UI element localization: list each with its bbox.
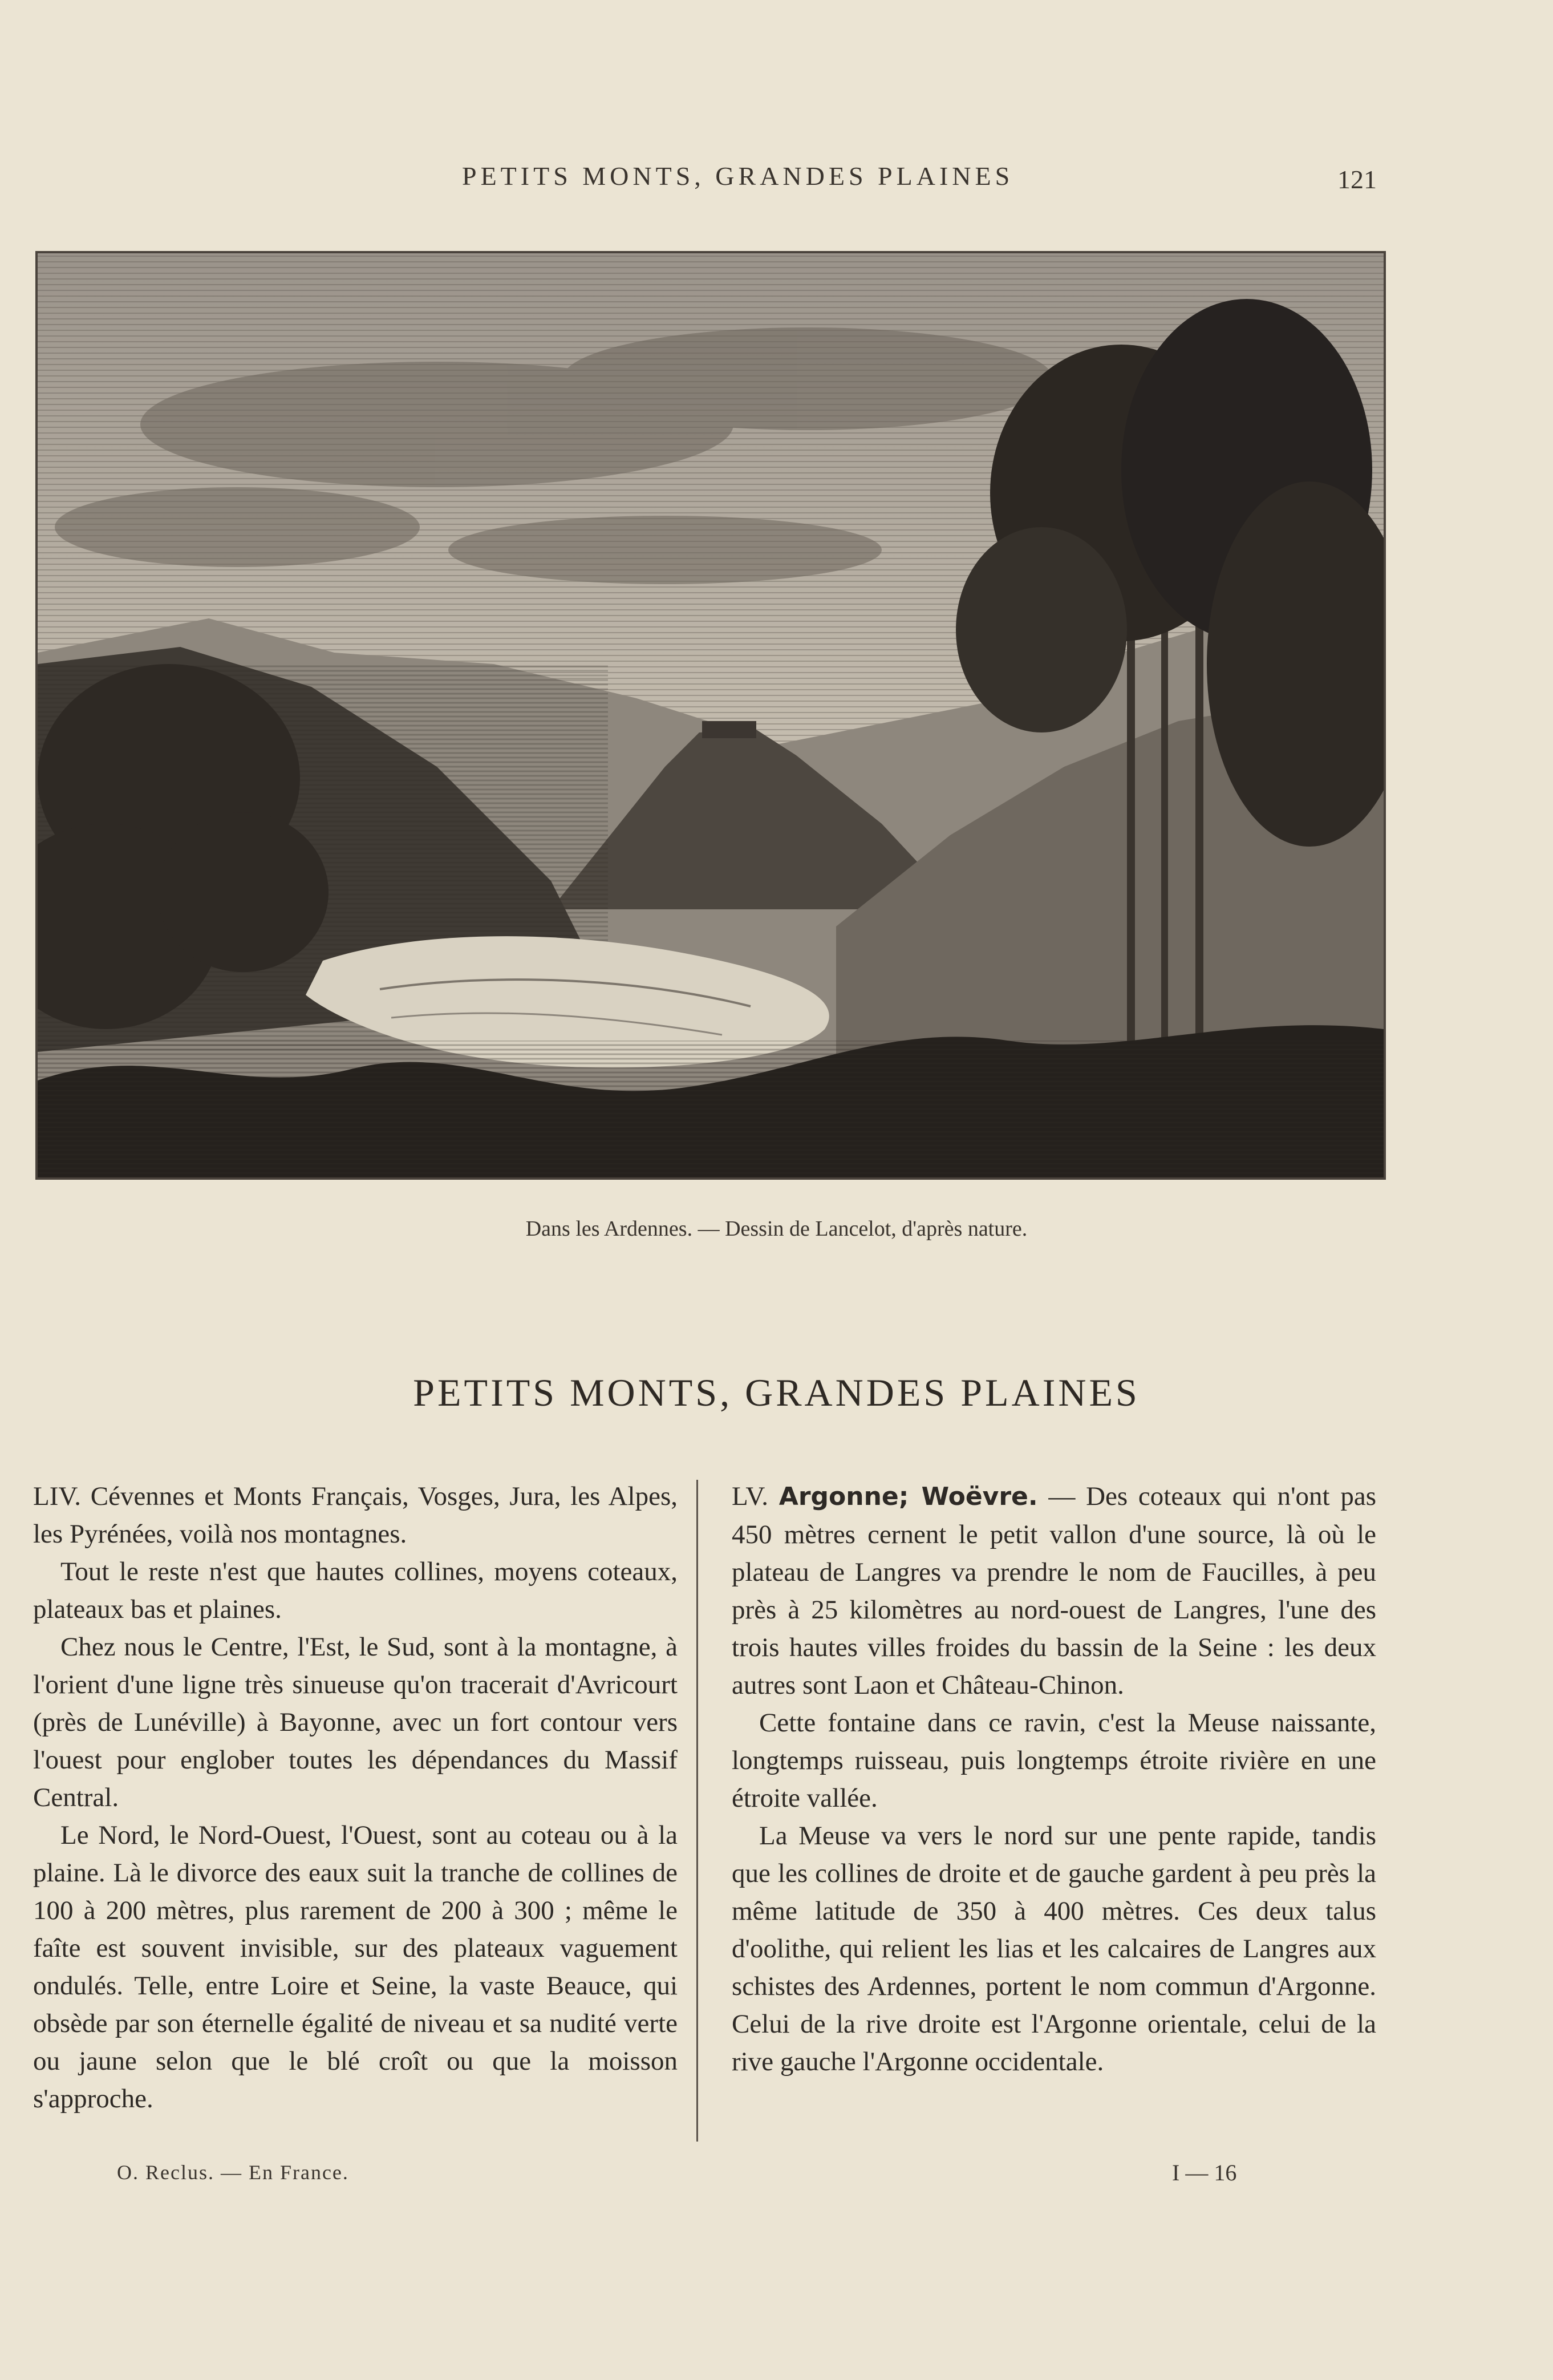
paragraph: Chez nous le Centre, l'Est, le Sud, sont à la montagne, à l'orient d'une ligne très sinueuse qu'on tracerait d'Avricourt (près de Lunéville) à Bayonne, avec un fort contour vers l'ouest pour englober toutes les dépendances du Massif Central. bbox=[33, 1632, 678, 1812]
paragraph: LIV. Cévennes et Monts Français, Vosges, Jura, les Alpes, les Pyrénées, voilà nos montagnes. bbox=[33, 1482, 678, 1549]
paragraph-text: — Des coteaux qui n'ont pas 450 mètres cernent le petit vallon d'une source, là où le plateau de Langres va prendre le nom de Faucilles, à peu près à 25 kilomètres au nord-ouest de Langres, l'une des trois hautes villes froides du bassin de la Seine : les deux autres sont Laon et Château-Chinon. bbox=[732, 1482, 1376, 1700]
footer-author: O. Reclus. — En France. bbox=[117, 2161, 349, 2184]
column-divider bbox=[696, 1480, 698, 2142]
left-column bbox=[33, 1478, 678, 2118]
paragraph: La Meuse va vers le nord sur une pente rapide, tandis que les collines de droite et de gauche gardent à peu près la même latitude de 350 à 400 mètres. Ces deux talus d'oolithe, qui relient les lias et les calcaires de Langres aux schistes des Ardennes, portent le nom commun d'Argonne. Celui de la rive droite est l'Argonne orientale, celui de la rive gauche l'Argonne occidentale. bbox=[732, 1821, 1376, 2077]
castle-ruin bbox=[702, 721, 756, 738]
section-title: PETITS MONTS, GRANDES PLAINES bbox=[413, 1371, 1140, 1414]
paragraph: Le Nord, le Nord-Ouest, l'Ouest, sont au coteau ou à la plaine. Là le divorce des eaux suit la tranche de collines de 100 à 200 mètres, plus rarement de 200 à 300 ; même le faîte est souvent invisible, sur des plateaux vaguement ondulés. Telle, entre Loire et Seine, la vaste Beauce, qui obsède par son éternelle égalité de niveau et sa nudité verte ou jaune selon que le blé croît ou que la moisson s'approche. bbox=[33, 1820, 678, 2114]
paragraph: Cette fontaine dans ce ravin, c'est la Meuse naissante, longtemps ruisseau, puis longtemps étroite rivière en une étroite vallée. bbox=[732, 1708, 1376, 1813]
figure-caption: Dans les Ardennes. — Dessin de Lancelot, d'après nature. bbox=[525, 1217, 1028, 1241]
engraving-illustration bbox=[35, 251, 1386, 1180]
landscape-engraving bbox=[38, 253, 1384, 1177]
running-title: PETITS MONTS, GRANDES PLAINES bbox=[462, 161, 1014, 191]
page-number: 121 bbox=[1337, 165, 1377, 194]
paragraph bbox=[732, 1478, 1376, 1704]
paragraph: Tout le reste n'est que hautes collines, moyens coteaux, plateaux bas et plaines. bbox=[33, 1557, 678, 1624]
right-column bbox=[732, 1478, 1376, 2081]
running-head bbox=[0, 161, 1553, 195]
footer-signature: I — 16 bbox=[1172, 2160, 1237, 2185]
section-number: LV. bbox=[732, 1482, 769, 1511]
section-heading: Argonne; Woëvre. bbox=[778, 1482, 1038, 1511]
